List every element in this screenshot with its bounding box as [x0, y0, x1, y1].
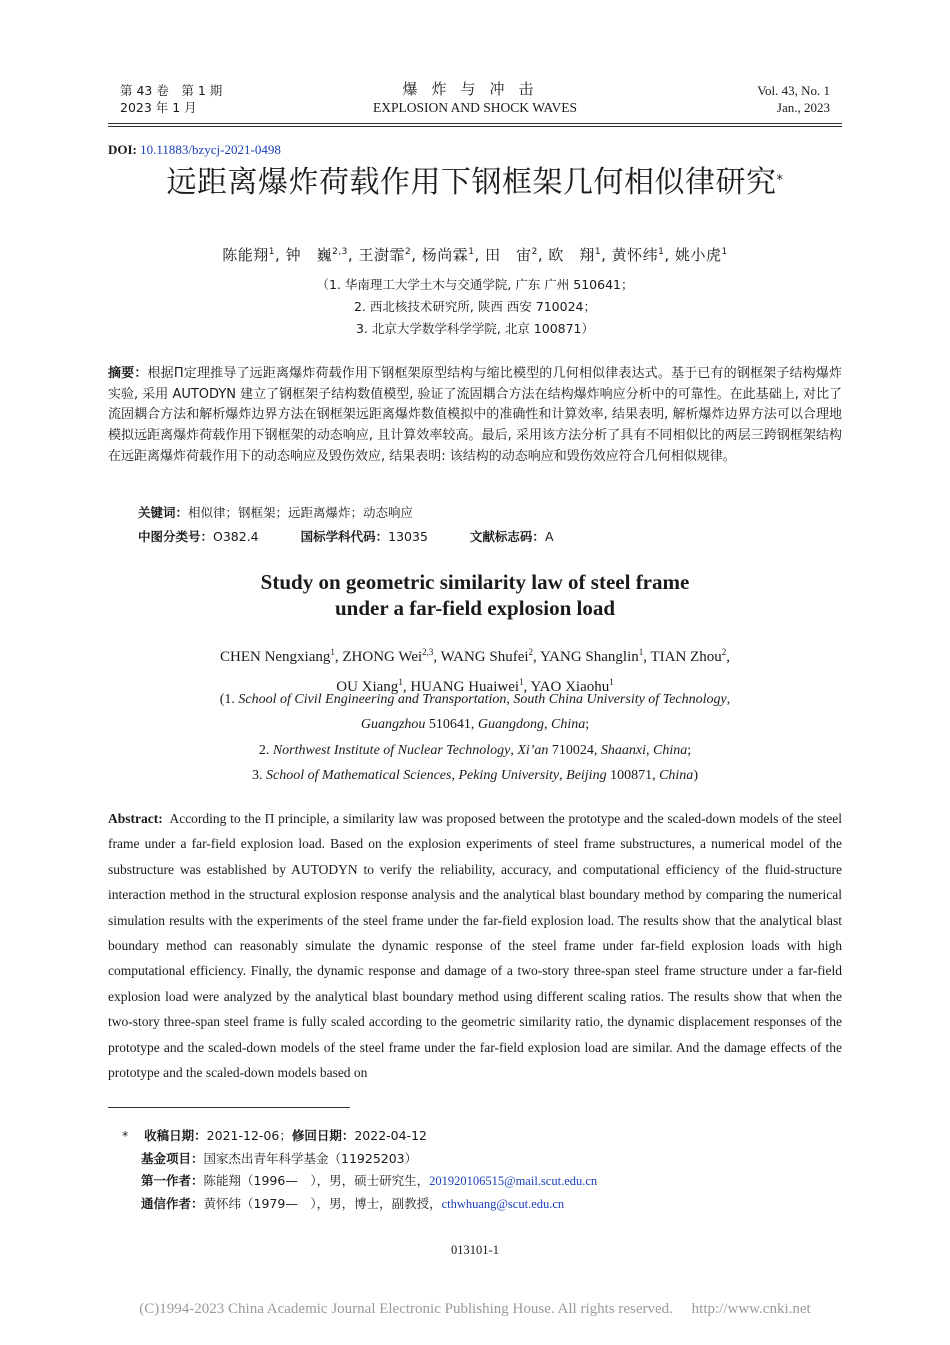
date-cn: 2023 年 1 月 — [120, 100, 197, 115]
page-number: 013101-1 — [451, 1243, 499, 1257]
title-en — [100, 569, 850, 621]
title-cn — [80, 160, 870, 206]
revised-value: 2022-04-12 — [354, 1128, 427, 1143]
keywords-cn-text: 相似律；钢框架；远距离爆炸；动态响应 — [188, 505, 414, 520]
abstract-en-text: According to the Π principle, a similarity law was proposed between the prototype and the scaled-down models of the steel frame under a far-field explosion load. Based on the explosion experiments of steel frame substructures, a numerical model of the substructure was established by AUTODYN to verify the reliability, accuracy, and computational efficiency of the fluid-structure interaction method in the structural explosion response analysis and the analytical blast boundary method by comparing the numerical simulation results with the experiments of the steel frame under the far-field explosion load. The results show that the analytical blast boundary method can reasonably simulate the dynamic response of the steel frame under far-field explosion loads with high computational efficiency. Finally, the dynamic response and damage of a two-story three-span steel frame structure under a far-field explosion load were analyzed by the analytical blast boundary method using different scaling ratios. The results show that when the two-story three-span steel frame is fully scaled according to the geometric similarity ratio, the dynamic displacement responses of the prototype and the scaled-down models of the steel frame under the far-field explosion load are similar. And the damage effects of the prototype and the scaled-down models based on — [108, 811, 842, 1081]
affiliation-cn-2: 2. 西北核技术研究所, 陕西 西安 710024； — [353, 299, 596, 314]
aff-en-1-country: China — [551, 717, 586, 732]
author-en-affiliation-mark: 1 — [519, 677, 524, 687]
author-cn-affiliation-mark: 1 — [268, 247, 276, 257]
aff-en-1-school: School of Civil Engineering and Transportation — [238, 692, 507, 707]
clc-value: O382.4 — [213, 529, 259, 544]
author-cn-affiliation-mark: 2,3 — [332, 247, 348, 257]
affiliation-cn-3: 3. 北京大学数学科学学院, 北京 100871） — [355, 321, 595, 336]
affiliation-en-2: 2. Northwest Institute of Nuclear Technology, Xi’an 710024, Shaanxi, China; — [258, 743, 692, 758]
footnote-dates — [122, 1125, 597, 1148]
author-cn-name: 陈能翔 — [222, 246, 269, 264]
doi-label: DOI: — [108, 142, 137, 157]
author-cn-name: 王澍霏 — [358, 246, 405, 264]
abstract-cn — [108, 364, 842, 468]
authors-en-line2: OU Xiang$^1$, HUANG Huaiwei$^1$, YAO Xiaohu$^1$ — [336, 677, 614, 695]
author-en-name: OU Xiang — [336, 679, 399, 695]
title-en-line1: Study on geometric similarity law of steel frame — [260, 570, 690, 594]
aff-en-2-prefix: 2. — [258, 743, 273, 758]
author-cn-affiliation-mark: 1 — [658, 247, 665, 257]
revised-label: 修回日期： — [291, 1128, 355, 1143]
date-en: Jan., 2023 — [776, 100, 830, 115]
author-cn-name: 钟 巍 — [285, 246, 333, 264]
doi-link[interactable]: 10.11883/bzycj-2021-0498 — [140, 142, 281, 157]
author-en-name: ZHONG Wei — [342, 649, 423, 665]
corresponding-author-value: 黄怀纬（1979— ），男，博士，副教授， — [203, 1195, 442, 1211]
title-en-line2: under a far-field explosion load — [334, 596, 616, 620]
journal-volume-issue — [120, 82, 222, 116]
received-label: 收稿日期： — [144, 1128, 207, 1143]
first-author-label: 第一作者： — [141, 1173, 204, 1188]
aff-en-3-zip: 100871, — [606, 768, 660, 783]
author-en-affiliation-mark: 1 — [398, 677, 403, 687]
volume-issue-en: Vol. 43, No. 1 — [757, 83, 830, 98]
corresponding-author-email-link[interactable]: cthwhuang@scut.edu.cn — [441, 1196, 565, 1211]
title-cn-text: 远距离爆炸荷载作用下钢框架几何相似律研究 — [166, 165, 777, 200]
affiliation-en-3: 3. School of Mathematical Sciences, Peking University, Beijing 100871, China) — [252, 768, 698, 783]
header-rule — [108, 123, 842, 124]
abstract-cn-text: 根据Π定理推导了远距离爆炸荷载作用下钢框架原型结构与缩比模型的几何相似律表达式。基于已有的钢框架子结构爆炸实验, 采用 AUTODYN 建立了钢框架子结构数值模型, 验证了流固耦合方法在结构爆炸响应分析中的可靠性。在此基础上, 对比了流固耦合方法和解析爆炸边界方法在钢框架远距离爆炸数值模拟中的准确性和计算效率, 结果表明, 解析爆炸边界方法可以合理地模拟远距离爆炸荷载作用下钢框架的动态响应, 且计算效率较高。最后, 采用该方法分析了具有不同相似比的两层三跨钢框架结构在远距离爆炸荷载作用下的动态响应及毁伤效应, 结果表明: 该结构的动态响应和毁伤效应符合几何相似规律。 — [108, 366, 842, 464]
title-footnote-mark: * — [776, 173, 784, 188]
footnote-first-author — [122, 1170, 597, 1193]
volume-issue-cn: 第 43 卷 第 1 期 — [120, 83, 223, 98]
subject-code-label: 国标学科代码： — [300, 529, 389, 544]
received-value: 2021-12-06； — [206, 1128, 292, 1143]
keywords-cn — [138, 503, 413, 521]
affiliation-en-1: (1. School of Civil Engineering and Transportation, South China University of Technology, — [219, 692, 731, 707]
journal-name-en: EXPLOSION AND SHOCK WAVES — [373, 100, 577, 115]
first-author-email-link[interactable]: 201920106515@mail.scut.edu.cn — [429, 1174, 598, 1188]
authors-cn: 陈能翔$^1$, 钟 巍$^{2,3}$, 王澍霏$^2$, 杨尚霖$^1$, 田 宙$^2$, 欧 翔$^1$, 黄怀纬$^1$, 姚小虎$^1$ — [222, 246, 728, 264]
authors-en-line1: CHEN Nengxiang$^1$, ZHONG Wei$^{2,3}$, WANG Shufei$^2$, YANG Shanglin$^1$, TIAN Zhou$^2$, — [219, 647, 730, 665]
journal-name-cn: 爆炸与冲击 — [402, 80, 548, 98]
author-en-affiliation-mark: 1 — [609, 677, 614, 687]
abstract-cn-label: 摘要： — [108, 366, 148, 381]
author-en-name: HUANG Huaiwei — [410, 679, 520, 695]
aff-en-2-institute: Northwest Institute of Nuclear Technology — [272, 743, 511, 758]
author-cn-name: 欧 翔 — [548, 246, 595, 264]
journal-name — [300, 80, 650, 117]
author-cn-affiliation-mark: 1 — [721, 247, 728, 257]
abstract-en — [108, 806, 842, 1085]
affiliation-en-1-address: Guangzhou 510641, Guangdong, China; — [360, 717, 590, 732]
aff-en-1-prefix: (1. — [219, 692, 239, 707]
author-cn-name: 姚小虎 — [674, 246, 722, 264]
corresponding-author-label: 通信作者： — [141, 1195, 204, 1211]
clc-label: 中图分类号： — [138, 529, 214, 544]
aff-en-3-university: Peking University — [458, 768, 560, 783]
footnotes — [122, 1125, 597, 1215]
subject-code-value: 13035 — [388, 529, 428, 544]
aff-en-1-province: Guangdong — [477, 717, 545, 732]
author-en-name: YANG Shanglin — [540, 649, 639, 665]
author-cn-affiliation-mark: 2 — [404, 247, 412, 257]
aff-en-2-country: China — [653, 743, 688, 758]
author-en-name: TIAN Zhou — [650, 649, 722, 665]
author-en-affiliation-mark: 1 — [638, 647, 644, 657]
fund-label: 基金项目： — [141, 1150, 204, 1166]
doi — [108, 142, 281, 158]
author-cn-name: 田 宙 — [485, 246, 532, 264]
author-en-name: CHEN Nengxiang — [219, 649, 331, 665]
abstract-en-label: Abstract: — [108, 811, 163, 826]
footnote-fund — [122, 1148, 597, 1171]
aff-en-3-city: Beijing — [566, 768, 607, 783]
author-cn-name: 杨尚霖 — [421, 246, 469, 264]
aff-en-1-university: South China University of Technology — [513, 692, 727, 707]
aff-en-2-province: Shaanxi — [600, 743, 647, 758]
classification-codes — [138, 527, 554, 545]
affiliation-cn-1: （1. 华南理工大学土木与交通学院, 广东 广州 510641； — [316, 277, 634, 292]
aff-en-2-zip: 710024, — [548, 743, 601, 758]
authors-en — [100, 640, 850, 700]
author-en-name: WANG Shufei — [440, 649, 529, 665]
author-en-affiliation-mark: 2 — [721, 647, 727, 657]
author-cn-name: 黄怀纬 — [611, 246, 659, 264]
footnote-star: * — [122, 1128, 129, 1143]
author-en-affiliation-mark: 2,3 — [422, 647, 434, 657]
first-author-value: 陈能翔（1996— ），男，硕士研究生， — [203, 1173, 430, 1188]
doc-code-value: A — [544, 529, 554, 544]
author-cn-affiliation-mark: 1 — [594, 247, 602, 257]
author-en-affiliation-mark: 2 — [528, 647, 534, 657]
journal-volume-en — [757, 82, 830, 116]
author-en-affiliation-mark: 1 — [330, 647, 335, 657]
author-en-name: YAO Xiaohu — [530, 679, 610, 695]
aff-en-1-city: Guangzhou — [360, 717, 426, 732]
aff-en-3-prefix: 3. — [252, 768, 266, 783]
copyright-watermark: (C)1994-2023 China Academic Journal Electronic Publishing House. All rights reserved. http://www.cnki.net — [139, 1301, 811, 1317]
doc-code-label: 文献标志码： — [469, 529, 545, 544]
aff-en-3-school: School of Mathematical Sciences — [266, 768, 452, 783]
aff-en-2-city: Xi’an — [517, 743, 549, 758]
keywords-cn-label: 关键词： — [138, 505, 189, 520]
aff-en-3-country: China — [659, 768, 694, 783]
header-rule-second — [108, 126, 842, 127]
author-cn-affiliation-mark: 2 — [531, 247, 538, 257]
fund-value: 国家杰出青年科学基金（11925203） — [203, 1150, 418, 1166]
footnote-corresponding-author — [122, 1193, 597, 1216]
author-cn-affiliation-mark: 1 — [468, 247, 475, 257]
aff-en-1-zip: 510641, — [425, 717, 478, 732]
footnote-rule — [108, 1107, 350, 1108]
